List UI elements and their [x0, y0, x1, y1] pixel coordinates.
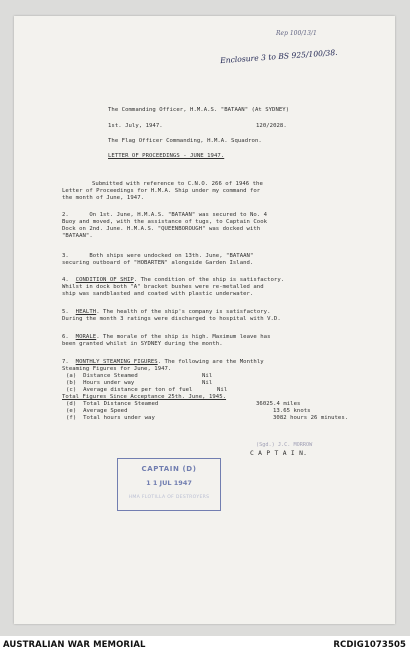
- stamp-title: CAPTAIN (D): [141, 465, 197, 473]
- para5-line-2: During the month 3 ratings were discharged to hospital with V.D.: [62, 316, 281, 322]
- signature-title: C A P T A I N.: [250, 450, 308, 457]
- para5-line-1: 5. HEALTH. The health of the ship's company is satisfactory.: [62, 309, 271, 315]
- para6-heading: MORALE: [75, 334, 97, 340]
- para7-line-2: Steaming Figures for June, 1947.: [62, 366, 172, 372]
- handwritten-enclosure-note: Enclosure 3 to BS 925/100/38.: [219, 47, 338, 66]
- stamp-unit: HMA FLOTILLA OF DESTROYERS: [128, 495, 210, 500]
- para3-line-1: 3. Both ships were undocked on 13th. June, "BATAAN": [62, 253, 254, 259]
- faint-signature-block: (Sgd.) J.C. MORROW: [256, 442, 313, 448]
- reference-number: 120/2028.: [256, 123, 287, 129]
- para2-line-3: Dock on 2nd. June. H.M.A.S. "QUEENBOROUGH" was docked with: [62, 226, 261, 232]
- captain-d-stamp: [117, 458, 221, 511]
- archive-name: AUSTRALIAN WAR MEMORIAL: [3, 640, 146, 650]
- para2-line-2: Buoy and moved, with the assistance of tugs, to Captain Cook: [62, 219, 268, 225]
- stamp-date: 1 1 JUL 1947: [146, 479, 192, 487]
- from-line: The Commanding Officer, H.M.A.S. "BATAAN" (At SYDNEY): [108, 107, 290, 113]
- para4-line-2: Whilst in dock both "A" bracket bushes were re-metalled and: [62, 284, 264, 290]
- subject-line: LETTER OF PROCEEDINGS - JUNE 1947.: [108, 153, 225, 159]
- steaming-d-value: 36025.4 miles: [256, 401, 301, 407]
- para7-heading: MONTHLY STEAMING FIGURES: [75, 359, 158, 365]
- intro-line-1: Submitted with reference to C.N.O. 266 of 1946 the: [92, 181, 263, 187]
- intro-line-2: Letter of Proceedings for H.M.A. Ship under my command for: [62, 188, 261, 194]
- steaming-a-value: Nil: [202, 373, 213, 379]
- steaming-c-value: Nil: [217, 387, 228, 393]
- para3-line-2: securing outboard of "HOBARTEN" alongside Garden Island.: [62, 260, 254, 266]
- document-page: [14, 16, 395, 624]
- steaming-f-label: (f) Total hours under way: [66, 415, 155, 421]
- para4-line-3: ship was sandblasted and coated with plastic underwater.: [62, 291, 254, 297]
- steaming-a-label: (a) Distance Steamed: [66, 373, 138, 379]
- para6-line-2: been granted whilst in SYDNEY during the month.: [62, 341, 223, 347]
- date-line: 1st. July, 1947.: [108, 123, 163, 129]
- steaming-e-value: 13.65 knots: [273, 408, 311, 414]
- to-line: The Flag Officer Commanding, H.M.A. Squadron.: [108, 138, 262, 144]
- intro-line-3: the month of June, 1947.: [62, 195, 145, 201]
- steaming-b-label: (b) Hours under way: [66, 380, 135, 386]
- steaming-d-label: (d) Total Distance Steamed: [66, 401, 159, 407]
- archive-footer: [0, 636, 410, 654]
- para2-line-4: "BATAAN".: [62, 233, 93, 239]
- steaming-totals-heading: Total Figures Since Acceptance 25th. June, 1945.: [62, 394, 227, 400]
- para7-line-1: 7. MONTHLY STEAMING FIGURES. The following are the Monthly: [62, 359, 264, 365]
- para4-line-1: 4. CONDITION OF SHIP. The condition of the ship is satisfactory.: [62, 277, 285, 283]
- para6-line-1: 6. MORALE. The morale of the ship is high. Maximum leave has: [62, 334, 271, 340]
- para4-heading: CONDITION OF SHIP: [75, 277, 134, 283]
- para2-line-1: 2. On 1st. June, H.M.A.S. "BATAAN" was secured to No. 4: [62, 212, 268, 218]
- steaming-b-value: Nil: [202, 380, 213, 386]
- steaming-c-label: (c) Average distance per ton of fuel: [66, 387, 193, 393]
- corner-note: Rep 100/13/1: [276, 30, 317, 37]
- steaming-f-value: 3082 hours 26 minutes.: [273, 415, 349, 421]
- steaming-e-label: (e) Average Speed: [66, 408, 128, 414]
- para5-heading: HEALTH: [75, 309, 97, 315]
- archive-id: RCDIG1073505: [333, 640, 406, 650]
